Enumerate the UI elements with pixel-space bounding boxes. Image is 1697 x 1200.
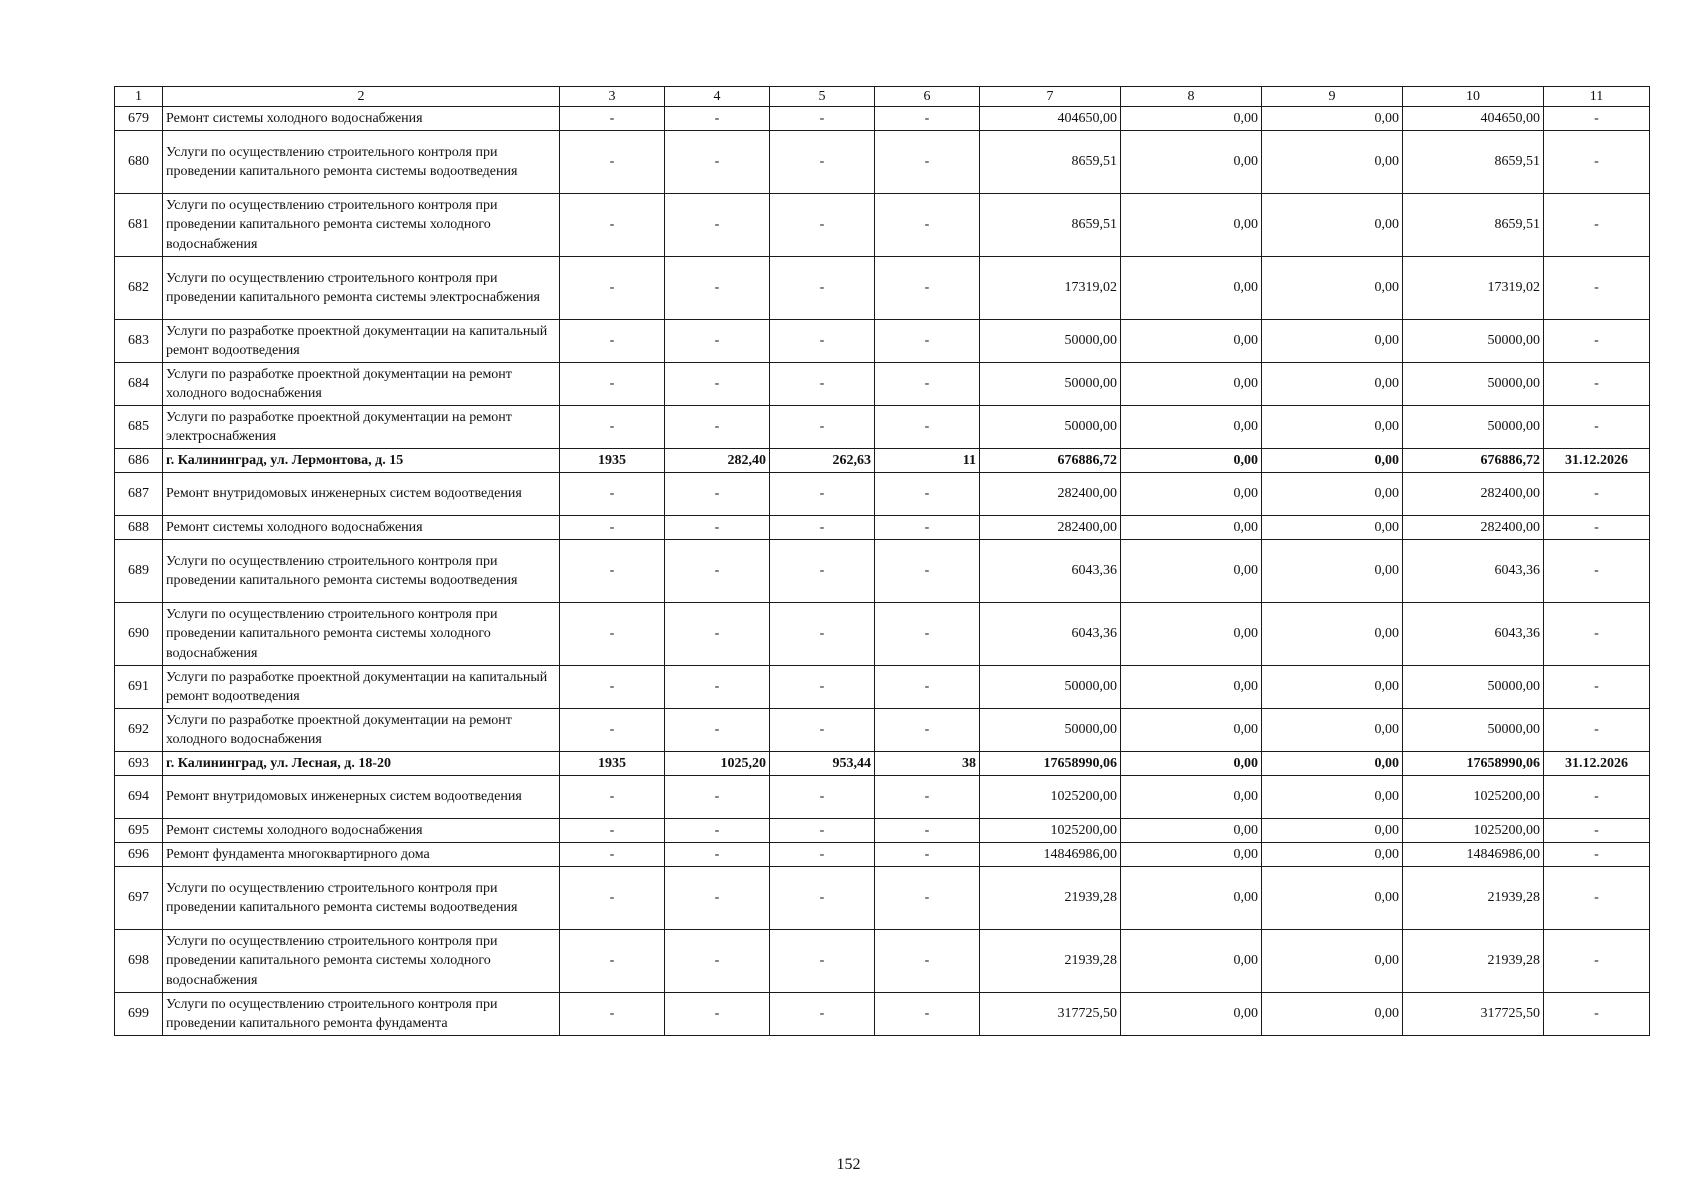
table-row [115, 843, 1650, 867]
col10-value: 50000,00 [1403, 406, 1544, 449]
col3-value: - [560, 194, 665, 257]
col8-value: 0,00 [1121, 131, 1262, 194]
table-row [115, 666, 1650, 709]
col9-value: 0,00 [1262, 194, 1403, 257]
work-name: Услуги по осуществлению строительного контроля при проведении капитального ремонта фундамента [163, 993, 560, 1036]
col5-value: - [770, 257, 875, 320]
col3-value: - [560, 993, 665, 1036]
table-row [115, 320, 1650, 363]
col-header-5: 5 [770, 87, 875, 107]
work-name: Услуги по разработке проектной документации на ремонт электроснабжения [163, 406, 560, 449]
col3-value: - [560, 107, 665, 131]
col11-value: - [1544, 666, 1650, 709]
col4-value: - [665, 993, 770, 1036]
col9-value: 0,00 [1262, 473, 1403, 516]
col8-value: 0,00 [1121, 449, 1262, 473]
col7-value: 6043,36 [980, 540, 1121, 603]
col6-value: 11 [875, 449, 980, 473]
header-row [115, 87, 1650, 107]
table-row [115, 709, 1650, 752]
row-number: 680 [115, 131, 163, 194]
col6-value: - [875, 194, 980, 257]
col6-value: - [875, 540, 980, 603]
col8-value: 0,00 [1121, 363, 1262, 406]
table-row [115, 516, 1650, 540]
table-body [115, 107, 1650, 1036]
col8-value: 0,00 [1121, 709, 1262, 752]
col9-value: 0,00 [1262, 449, 1403, 473]
table-row [115, 867, 1650, 930]
work-name: Услуги по осуществлению строительного контроля при проведении капитального ремонта системы водоотведения [163, 867, 560, 930]
col4-value: 282,40 [665, 449, 770, 473]
col11-value: 31.12.2026 [1544, 752, 1650, 776]
col-header-7: 7 [980, 87, 1121, 107]
work-name: Услуги по осуществлению строительного контроля при проведении капитального ремонта системы водоотведения [163, 131, 560, 194]
col6-value: - [875, 363, 980, 406]
row-number: 683 [115, 320, 163, 363]
col3-value: - [560, 666, 665, 709]
col4-value: - [665, 867, 770, 930]
col8-value: 0,00 [1121, 930, 1262, 993]
work-name: Услуги по разработке проектной документации на капитальный ремонт водоотведения [163, 666, 560, 709]
col-header-9: 9 [1262, 87, 1403, 107]
col10-value: 282400,00 [1403, 516, 1544, 540]
col5-value: - [770, 867, 875, 930]
col9-value: 0,00 [1262, 131, 1403, 194]
col8-value: 0,00 [1121, 843, 1262, 867]
col3-value: - [560, 131, 665, 194]
col9-value: 0,00 [1262, 752, 1403, 776]
col5-value: - [770, 666, 875, 709]
table-row [115, 603, 1650, 666]
col7-value: 1025200,00 [980, 776, 1121, 819]
col6-value: - [875, 320, 980, 363]
col3-value: - [560, 473, 665, 516]
col4-value: - [665, 194, 770, 257]
row-number: 697 [115, 867, 163, 930]
col7-value: 50000,00 [980, 320, 1121, 363]
col3-value: - [560, 776, 665, 819]
col3-value: - [560, 540, 665, 603]
col7-value: 17319,02 [980, 257, 1121, 320]
col6-value: - [875, 930, 980, 993]
col3-value: - [560, 516, 665, 540]
col9-value: 0,00 [1262, 540, 1403, 603]
work-name: Ремонт внутридомовых инженерных систем водоотведения [163, 776, 560, 819]
row-number: 689 [115, 540, 163, 603]
col10-value: 1025200,00 [1403, 819, 1544, 843]
col6-value: - [875, 867, 980, 930]
col9-value: 0,00 [1262, 107, 1403, 131]
col6-value: - [875, 776, 980, 819]
row-number: 684 [115, 363, 163, 406]
col5-value: - [770, 603, 875, 666]
col8-value: 0,00 [1121, 666, 1262, 709]
col4-value: - [665, 107, 770, 131]
col10-value: 1025200,00 [1403, 776, 1544, 819]
col9-value: 0,00 [1262, 320, 1403, 363]
col10-value: 17658990,06 [1403, 752, 1544, 776]
col6-value: - [875, 709, 980, 752]
col3-value: - [560, 930, 665, 993]
col11-value: - [1544, 406, 1650, 449]
table-row [115, 257, 1650, 320]
work-name: Ремонт системы холодного водоснабжения [163, 107, 560, 131]
address-row [115, 752, 1650, 776]
col3-value: 1935 [560, 449, 665, 473]
col4-value: - [665, 930, 770, 993]
col4-value: - [665, 540, 770, 603]
row-number: 699 [115, 993, 163, 1036]
col3-value: - [560, 819, 665, 843]
col5-value: - [770, 819, 875, 843]
col11-value: - [1544, 257, 1650, 320]
col11-value: - [1544, 930, 1650, 993]
col3-value: - [560, 603, 665, 666]
col7-value: 404650,00 [980, 107, 1121, 131]
col11-value: - [1544, 819, 1650, 843]
col6-value: - [875, 257, 980, 320]
col8-value: 0,00 [1121, 473, 1262, 516]
col7-value: 50000,00 [980, 666, 1121, 709]
col5-value: - [770, 107, 875, 131]
row-number: 688 [115, 516, 163, 540]
row-number: 698 [115, 930, 163, 993]
work-name: Услуги по осуществлению строительного контроля при проведении капитального ремонта системы холодного водоснабжения [163, 603, 560, 666]
col8-value: 0,00 [1121, 194, 1262, 257]
work-name: Услуги по разработке проектной документации на ремонт холодного водоснабжения [163, 363, 560, 406]
col10-value: 50000,00 [1403, 709, 1544, 752]
col8-value: 0,00 [1121, 776, 1262, 819]
col11-value: - [1544, 107, 1650, 131]
work-name: Услуги по осуществлению строительного контроля при проведении капитального ремонта системы электроснабжения [163, 257, 560, 320]
col5-value: - [770, 930, 875, 993]
col-header-4: 4 [665, 87, 770, 107]
col5-value: 953,44 [770, 752, 875, 776]
col8-value: 0,00 [1121, 603, 1262, 666]
work-name: Услуги по осуществлению строительного контроля при проведении капитального ремонта системы водоотведения [163, 540, 560, 603]
col4-value: - [665, 320, 770, 363]
col9-value: 0,00 [1262, 257, 1403, 320]
col-header-2: 2 [163, 87, 560, 107]
col6-value: 38 [875, 752, 980, 776]
row-number: 682 [115, 257, 163, 320]
col10-value: 21939,28 [1403, 867, 1544, 930]
table-row [115, 473, 1650, 516]
col11-value: - [1544, 843, 1650, 867]
address-row [115, 449, 1650, 473]
col6-value: - [875, 516, 980, 540]
table-row [115, 776, 1650, 819]
col10-value: 8659,51 [1403, 194, 1544, 257]
col7-value: 676886,72 [980, 449, 1121, 473]
col7-value: 1025200,00 [980, 819, 1121, 843]
row-number: 690 [115, 603, 163, 666]
row-number: 696 [115, 843, 163, 867]
col7-value: 50000,00 [980, 363, 1121, 406]
row-number: 691 [115, 666, 163, 709]
col4-value: - [665, 257, 770, 320]
work-name: Ремонт системы холодного водоснабжения [163, 819, 560, 843]
col7-value: 50000,00 [980, 709, 1121, 752]
row-number: 692 [115, 709, 163, 752]
col8-value: 0,00 [1121, 320, 1262, 363]
col5-value: - [770, 194, 875, 257]
col4-value: - [665, 819, 770, 843]
col10-value: 404650,00 [1403, 107, 1544, 131]
col7-value: 14846986,00 [980, 843, 1121, 867]
col11-value: - [1544, 516, 1650, 540]
col3-value: - [560, 843, 665, 867]
col11-value: 31.12.2026 [1544, 449, 1650, 473]
col10-value: 50000,00 [1403, 363, 1544, 406]
col11-value: - [1544, 473, 1650, 516]
col8-value: 0,00 [1121, 107, 1262, 131]
work-name: Услуги по осуществлению строительного контроля при проведении капитального ремонта системы холодного водоснабжения [163, 194, 560, 257]
col10-value: 50000,00 [1403, 320, 1544, 363]
work-name: г. Калининград, ул. Лермонтова, д. 15 [163, 449, 560, 473]
col10-value: 6043,36 [1403, 603, 1544, 666]
col9-value: 0,00 [1262, 819, 1403, 843]
row-number: 679 [115, 107, 163, 131]
work-name: Услуги по осуществлению строительного контроля при проведении капитального ремонта системы холодного водоснабжения [163, 930, 560, 993]
table-row [115, 930, 1650, 993]
table-row [115, 107, 1650, 131]
col9-value: 0,00 [1262, 867, 1403, 930]
col6-value: - [875, 473, 980, 516]
col8-value: 0,00 [1121, 752, 1262, 776]
col9-value: 0,00 [1262, 406, 1403, 449]
col11-value: - [1544, 131, 1650, 194]
work-name: Услуги по разработке проектной документации на капитальный ремонт водоотведения [163, 320, 560, 363]
row-number: 686 [115, 449, 163, 473]
col11-value: - [1544, 993, 1650, 1036]
col3-value: - [560, 406, 665, 449]
col4-value: - [665, 516, 770, 540]
col6-value: - [875, 666, 980, 709]
col10-value: 50000,00 [1403, 666, 1544, 709]
col5-value: - [770, 540, 875, 603]
col9-value: 0,00 [1262, 776, 1403, 819]
col8-value: 0,00 [1121, 516, 1262, 540]
col7-value: 50000,00 [980, 406, 1121, 449]
col-header-11: 11 [1544, 87, 1650, 107]
col-header-1: 1 [115, 87, 163, 107]
col5-value: - [770, 320, 875, 363]
work-name: Ремонт фундамента многоквартирного дома [163, 843, 560, 867]
col8-value: 0,00 [1121, 867, 1262, 930]
col10-value: 21939,28 [1403, 930, 1544, 993]
col5-value: - [770, 131, 875, 194]
col7-value: 21939,28 [980, 867, 1121, 930]
col4-value: - [665, 709, 770, 752]
col7-value: 6043,36 [980, 603, 1121, 666]
col10-value: 282400,00 [1403, 473, 1544, 516]
col7-value: 317725,50 [980, 993, 1121, 1036]
col5-value: - [770, 363, 875, 406]
col5-value: - [770, 843, 875, 867]
col5-value: 262,63 [770, 449, 875, 473]
table-row [115, 540, 1650, 603]
row-number: 687 [115, 473, 163, 516]
col7-value: 8659,51 [980, 194, 1121, 257]
col10-value: 317725,50 [1403, 993, 1544, 1036]
col9-value: 0,00 [1262, 993, 1403, 1036]
col4-value: - [665, 131, 770, 194]
col8-value: 0,00 [1121, 819, 1262, 843]
col10-value: 17319,02 [1403, 257, 1544, 320]
col3-value: - [560, 709, 665, 752]
col6-value: - [875, 131, 980, 194]
col-header-3: 3 [560, 87, 665, 107]
col7-value: 17658990,06 [980, 752, 1121, 776]
table-row [115, 194, 1650, 257]
col5-value: - [770, 406, 875, 449]
work-name: Ремонт системы холодного водоснабжения [163, 516, 560, 540]
col-header-8: 8 [1121, 87, 1262, 107]
table-row [115, 993, 1650, 1036]
table-row [115, 819, 1650, 843]
col6-value: - [875, 406, 980, 449]
col5-value: - [770, 473, 875, 516]
row-number: 693 [115, 752, 163, 776]
col3-value: 1935 [560, 752, 665, 776]
col4-value: - [665, 776, 770, 819]
row-number: 695 [115, 819, 163, 843]
col4-value: - [665, 666, 770, 709]
col9-value: 0,00 [1262, 516, 1403, 540]
col4-value: - [665, 363, 770, 406]
col3-value: - [560, 363, 665, 406]
col5-value: - [770, 776, 875, 819]
col11-value: - [1544, 603, 1650, 666]
table-row [115, 131, 1650, 194]
col11-value: - [1544, 320, 1650, 363]
col5-value: - [770, 709, 875, 752]
col7-value: 8659,51 [980, 131, 1121, 194]
col5-value: - [770, 993, 875, 1036]
col4-value: - [665, 473, 770, 516]
row-number: 685 [115, 406, 163, 449]
table-row [115, 363, 1650, 406]
col10-value: 6043,36 [1403, 540, 1544, 603]
col10-value: 676886,72 [1403, 449, 1544, 473]
col11-value: - [1544, 867, 1650, 930]
page-number: 152 [836, 1156, 861, 1173]
col9-value: 0,00 [1262, 843, 1403, 867]
col9-value: 0,00 [1262, 603, 1403, 666]
col11-value: - [1544, 709, 1650, 752]
col4-value: - [665, 406, 770, 449]
col6-value: - [875, 819, 980, 843]
col7-value: 282400,00 [980, 516, 1121, 540]
col9-value: 0,00 [1262, 709, 1403, 752]
row-number: 694 [115, 776, 163, 819]
col4-value: - [665, 603, 770, 666]
row-number: 681 [115, 194, 163, 257]
col10-value: 14846986,00 [1403, 843, 1544, 867]
col9-value: 0,00 [1262, 363, 1403, 406]
col8-value: 0,00 [1121, 540, 1262, 603]
col4-value: 1025,20 [665, 752, 770, 776]
col11-value: - [1544, 776, 1650, 819]
work-name: Услуги по разработке проектной документации на ремонт холодного водоснабжения [163, 709, 560, 752]
col8-value: 0,00 [1121, 993, 1262, 1036]
col3-value: - [560, 867, 665, 930]
column-number-header [115, 87, 1650, 107]
col6-value: - [875, 993, 980, 1036]
col8-value: 0,00 [1121, 257, 1262, 320]
col9-value: 0,00 [1262, 930, 1403, 993]
col-header-10: 10 [1403, 87, 1544, 107]
work-name: Ремонт внутридомовых инженерных систем водоотведения [163, 473, 560, 516]
work-name: г. Калининград, ул. Лесная, д. 18-20 [163, 752, 560, 776]
col7-value: 21939,28 [980, 930, 1121, 993]
col7-value: 282400,00 [980, 473, 1121, 516]
works-table [114, 86, 1650, 1036]
col8-value: 0,00 [1121, 406, 1262, 449]
table-row [115, 406, 1650, 449]
col11-value: - [1544, 363, 1650, 406]
col3-value: - [560, 320, 665, 363]
col11-value: - [1544, 540, 1650, 603]
col6-value: - [875, 107, 980, 131]
col3-value: - [560, 257, 665, 320]
col5-value: - [770, 516, 875, 540]
col4-value: - [665, 843, 770, 867]
col11-value: - [1544, 194, 1650, 257]
col-header-6: 6 [875, 87, 980, 107]
col6-value: - [875, 843, 980, 867]
col9-value: 0,00 [1262, 666, 1403, 709]
col10-value: 8659,51 [1403, 131, 1544, 194]
col6-value: - [875, 603, 980, 666]
